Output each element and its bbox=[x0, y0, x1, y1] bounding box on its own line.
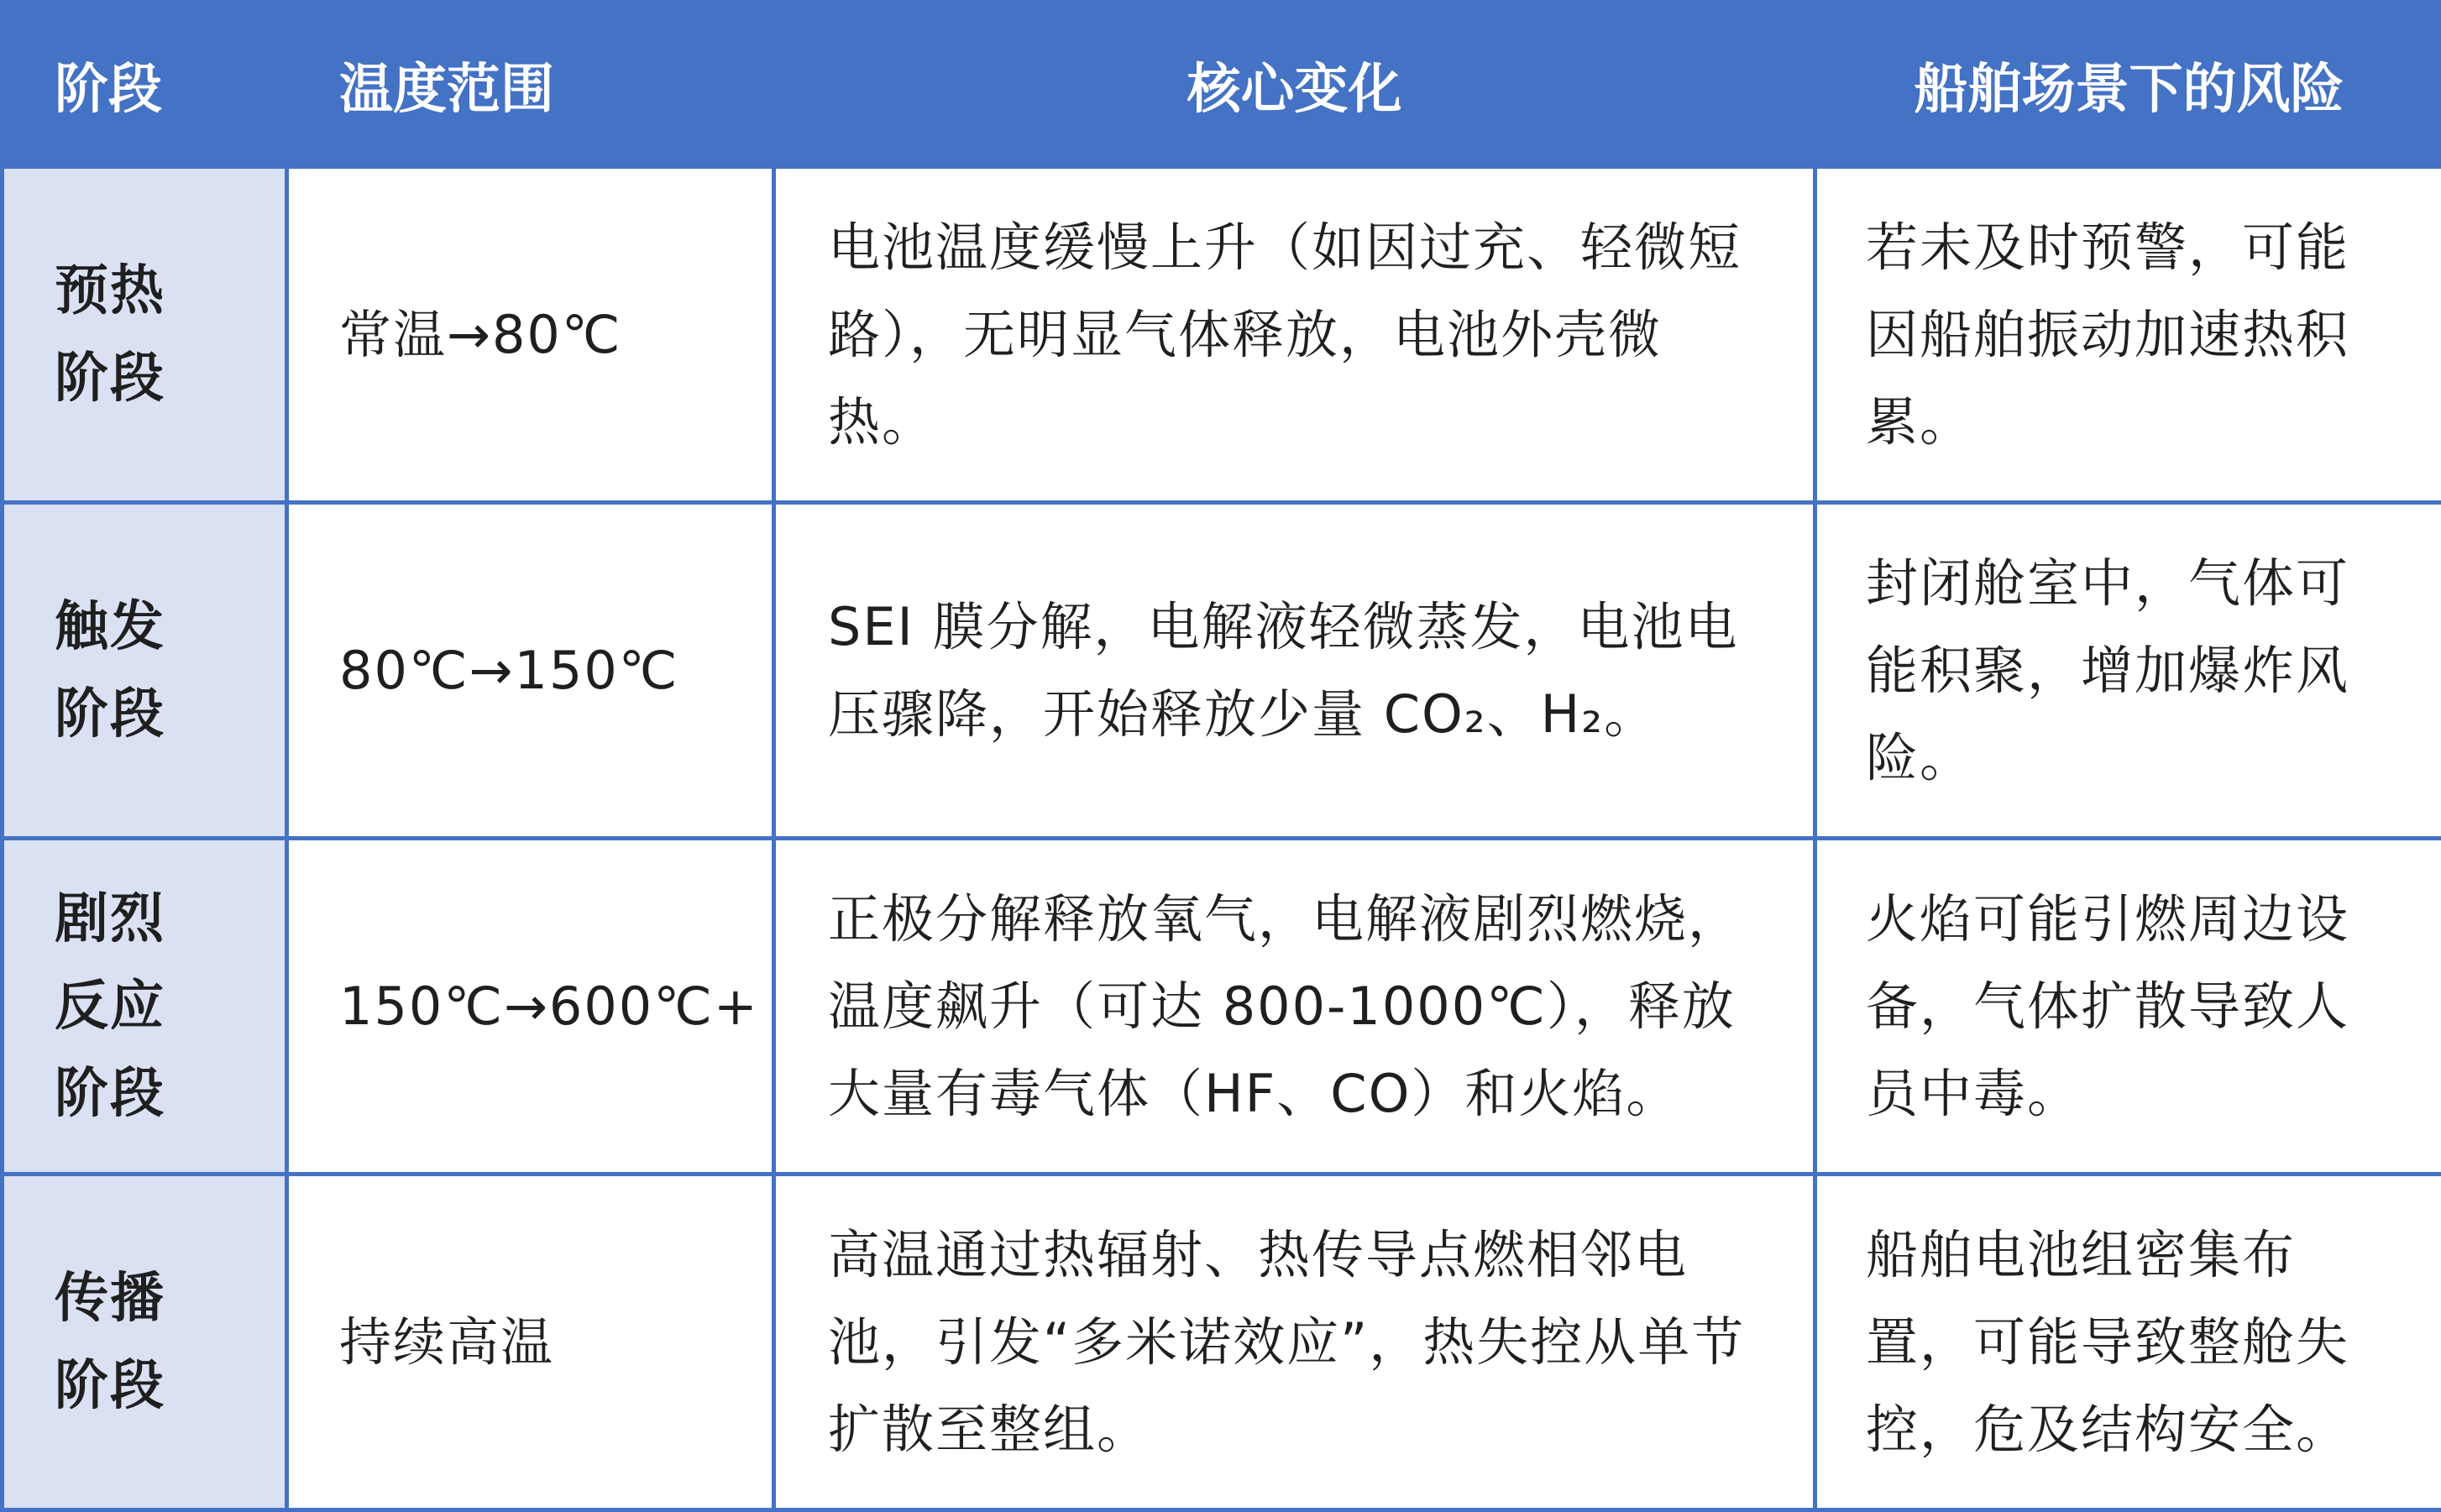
risk-cell: 封闭舱室中，气体可能积聚，增加爆炸风险。 bbox=[1815, 503, 2441, 839]
stage-name: 传播 阶段 bbox=[55, 1255, 285, 1430]
stage-name: 预热 阶段 bbox=[55, 248, 285, 422]
table-row bbox=[3, 839, 2441, 1175]
temperature-cell: 持续高温 bbox=[287, 1175, 774, 1510]
header-risk: 船舶场景下的风险 bbox=[1815, 3, 2441, 167]
risk-cell: 若未及时预警，可能因船舶振动加速热积累。 bbox=[1815, 167, 2441, 503]
stage-cell bbox=[3, 503, 287, 839]
table-header-row bbox=[3, 3, 2441, 167]
table-row bbox=[3, 1175, 2441, 1510]
change-cell: 正极分解释放氧气，电解液剧烈燃烧，温度飙升（可达 800-1000℃），释放大量有毒气体（HF、CO）和火焰。 bbox=[774, 839, 1815, 1175]
table-row bbox=[3, 167, 2441, 503]
stage-name: 触发 阶段 bbox=[55, 583, 285, 758]
temperature-cell: 150℃→600℃+ bbox=[287, 839, 774, 1175]
header-change: 核心变化 bbox=[774, 3, 1815, 167]
temperature-cell: 常温→80℃ bbox=[287, 167, 774, 503]
risk-cell: 火焰可能引燃周边设备，气体扩散导致人员中毒。 bbox=[1815, 839, 2441, 1175]
stage-name: 剧烈 反应 阶段 bbox=[55, 876, 285, 1138]
stage-cell bbox=[3, 1175, 287, 1510]
header-stage: 阶段 bbox=[3, 3, 287, 167]
stage-cell bbox=[3, 839, 287, 1175]
change-cell: 电池温度缓慢上升（如因过充、轻微短路），无明显气体释放，电池外壳微热。 bbox=[774, 167, 1815, 503]
header-temperature: 温度范围 bbox=[287, 3, 774, 167]
change-cell: 高温通过热辐射、热传导点燃相邻电池，引发“多米诺效应”，热失控从单节扩散至整组。 bbox=[774, 1175, 1815, 1510]
change-cell: SEI 膜分解，电解液轻微蒸发，电池电压骤降，开始释放少量 CO₂、H₂。 bbox=[774, 503, 1815, 839]
temperature-cell: 80℃→150℃ bbox=[287, 503, 774, 839]
stage-cell bbox=[3, 167, 287, 503]
table-row bbox=[3, 503, 2441, 839]
risk-cell: 船舶电池组密集布置，可能导致整舱失控，危及结构安全。 bbox=[1815, 1175, 2441, 1510]
